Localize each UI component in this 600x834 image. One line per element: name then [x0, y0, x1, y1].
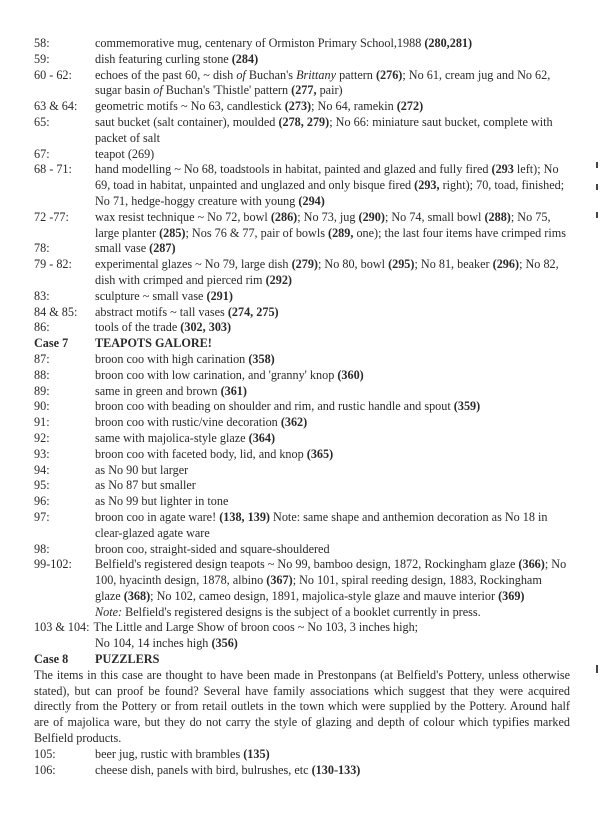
entry-number: 84 & 85:	[34, 304, 78, 319]
catalogue-entry	[34, 510, 570, 542]
entry-description: broon coo with faceted body, lid, and knop (365)	[95, 446, 334, 461]
catalogue-entry	[34, 36, 570, 52]
entry-description: geometric motifs ~ No 63, candlestick (273); No 64, ramekin (272)	[95, 99, 424, 114]
note-text: Belfield's registered designs is the subject of a booklet currently in press.	[122, 604, 481, 619]
catalogue-entry	[34, 747, 570, 763]
catalogue-entry	[34, 241, 570, 257]
entry-description: The Little and Large Show of broon coos ~ No 103, 3 inches high;	[93, 620, 419, 635]
catalogue-entry	[34, 147, 570, 163]
catalogue-entry	[34, 463, 570, 479]
entry-number: 96:	[34, 494, 50, 509]
entry-description: commemorative mug, centenary of Ormiston Primary School,1988 (280,281)	[95, 36, 473, 50]
catalogue-entry	[34, 162, 570, 209]
case-intro-paragraph: The items in this case are thought to have been made in Prestonpans (at Belfield's Pottery, unless otherwise stated), but can proof be found? Several have family associations which suggest that they were acquired directly from the Pottery or from retail outlets in the town which were supplied by the Pottery. Around half are of majolica ware, but they do not carry the style of glazing and depth of colour which typifies marked Belfield products.	[34, 667, 570, 746]
entry-number: 65:	[34, 114, 50, 129]
entry-description: beer jug, rustic with brambles (135)	[95, 746, 270, 761]
note-line	[34, 605, 570, 621]
catalogue-entry	[34, 763, 570, 779]
entry-number: 83:	[34, 288, 50, 303]
entry-number: 68 - 71:	[34, 162, 72, 177]
entry-number: 86:	[34, 320, 50, 335]
scan-edge-mark	[596, 184, 598, 190]
entry-description: broon coo, straight-sided and square-shouldered	[95, 541, 330, 556]
entry-number: 105:	[34, 746, 56, 761]
catalogue-entry	[34, 494, 570, 510]
entry-number: 92:	[34, 430, 50, 445]
entry-description: broon coo with high carination (358)	[95, 351, 275, 366]
entry-number: 98:	[34, 541, 50, 556]
entry-description: cheese dish, panels with bird, bulrushes, etc (130-133)	[95, 762, 361, 777]
entry-description: experimental glazes ~ No 79, large dish (279); No 80, bowl (295); No 81, beaker (296); No 82, dish with crimped and pierced rim (292)	[95, 257, 559, 287]
catalogue-entry	[34, 305, 570, 321]
entry-description: echoes of the past 60, ~ dish of Buchan's Brittany pattern (276); No 61, cream jug and No 62, sugar basin of Buchan's 'Thistle' pattern (277, pair)	[95, 67, 551, 98]
entry-description: small vase (287)	[95, 241, 176, 256]
case-title: PUZZLERS	[95, 652, 160, 667]
entry-description: broon coo in agate ware! (138, 139) Note: same shape and anthemion decoration as No 18 in clear-glazed agate ware	[95, 509, 548, 540]
entry-description: as No 99 but lighter in tone	[95, 494, 229, 509]
entry-continuation: No 104, 14 inches high (356)	[95, 636, 238, 651]
entry-number: 91:	[34, 415, 50, 430]
scan-edge-mark	[596, 665, 598, 673]
case-number: Case 8	[34, 652, 69, 667]
note-label: Note:	[95, 604, 123, 619]
entry-description: hand modelling ~ No 68, toadstools in habitat, painted and glazed and fully fired (293 left); No 69, toad in habitat, unpainted and unglazed and only bisque fired (293, right); 70, toad, finished; No 71, hedge-hoggy creature with young (294)	[95, 162, 565, 208]
entry-number: 59:	[34, 51, 50, 66]
entry-description: saut bucket (salt container), moulded (278, 279); No 66: miniature saut bucket, complete with packet of salt	[95, 114, 553, 145]
catalogue-entry	[34, 447, 570, 463]
entry-number: 79 - 82:	[34, 257, 72, 272]
entry-number: 88:	[34, 367, 50, 382]
catalogue-entry	[34, 52, 570, 68]
entry-number: 99-102:	[34, 557, 72, 572]
entry-number: 87:	[34, 351, 50, 366]
case-heading	[34, 652, 570, 668]
entry-number: 103 & 104:	[34, 620, 90, 635]
catalogue-entry	[34, 289, 570, 305]
entry-description: broon coo with low carination, and 'granny' knop (360)	[95, 367, 364, 382]
catalogue-entry	[34, 399, 570, 415]
entry-number: 78:	[34, 241, 50, 256]
entry-number: 89:	[34, 383, 50, 398]
catalogue-entry	[34, 415, 570, 431]
entry-number: 93:	[34, 446, 50, 461]
catalogue-entry	[34, 210, 570, 242]
case-heading	[34, 336, 570, 352]
catalogue-entry	[34, 257, 570, 289]
entry-description: wax resist technique ~ No 72, bowl (286); No 73, jug (290); No 74, small bowl (288); No 75, large planter (285); Nos 76 & 77, pair of bowls (289, one); the last four items have crimped rims	[95, 209, 566, 240]
entry-number: 63 & 64:	[34, 99, 78, 114]
entry-description: sculpture ~ small vase (291)	[95, 288, 233, 303]
entry-description: abstract motifs ~ tall vases (274, 275)	[95, 304, 279, 319]
catalogue-entry	[34, 478, 570, 494]
entry-number: 106:	[34, 762, 56, 777]
entry-number: 90:	[34, 399, 50, 414]
entry-number: 94:	[34, 462, 50, 477]
catalogue-entry	[34, 320, 570, 336]
entry-number: 60 - 62:	[34, 67, 72, 82]
catalogue-page	[34, 36, 570, 778]
entry-description: broon coo with beading on shoulder and rim, and rustic handle and spout (359)	[95, 399, 481, 414]
catalogue-entry	[34, 384, 570, 400]
scan-edge-mark	[596, 212, 598, 218]
entry-number: 95:	[34, 478, 50, 493]
catalogue-entry	[34, 352, 570, 368]
case-title: TEAPOTS GALORE!	[95, 336, 212, 351]
entry-number: 97:	[34, 509, 50, 524]
catalogue-entry	[34, 368, 570, 384]
catalogue-entry	[34, 99, 570, 115]
entry-number: 72 -77:	[34, 209, 69, 224]
catalogue-entry	[34, 557, 570, 604]
catalogue-entry	[34, 431, 570, 447]
entry-description: dish featuring curling stone (284)	[95, 51, 259, 66]
entry-description: as No 90 but larger	[95, 462, 189, 477]
scan-edge-mark	[596, 162, 598, 168]
catalogue-entry	[34, 620, 570, 636]
entry-description: teapot (269)	[95, 146, 155, 161]
catalogue-entry	[34, 542, 570, 558]
entry-description: Belfield's registered design teapots ~ No 99, bamboo design, 1872, Rockingham glaze (366); No 100, hyacinth design, 1878, albino (367); No 101, spiral reeding design, 1883, Rockingham glaze (368); No 102, cameo design, 1891, majolica-style glaze and mauve interior (369)	[95, 557, 567, 603]
case-number: Case 7	[34, 336, 69, 351]
entry-number: 58:	[34, 36, 50, 50]
entry-number: 67:	[34, 146, 50, 161]
entry-description: tools of the trade (302, 303)	[95, 320, 232, 335]
entry-description: as No 87 but smaller	[95, 478, 196, 493]
catalogue-entry	[34, 68, 570, 100]
entry-description: broon coo with rustic/vine decoration (362)	[95, 415, 308, 430]
entry-description: same in green and brown (361)	[95, 383, 247, 398]
catalogue-entry	[34, 115, 570, 147]
entry-description: same with majolica-style glaze (364)	[95, 430, 276, 445]
